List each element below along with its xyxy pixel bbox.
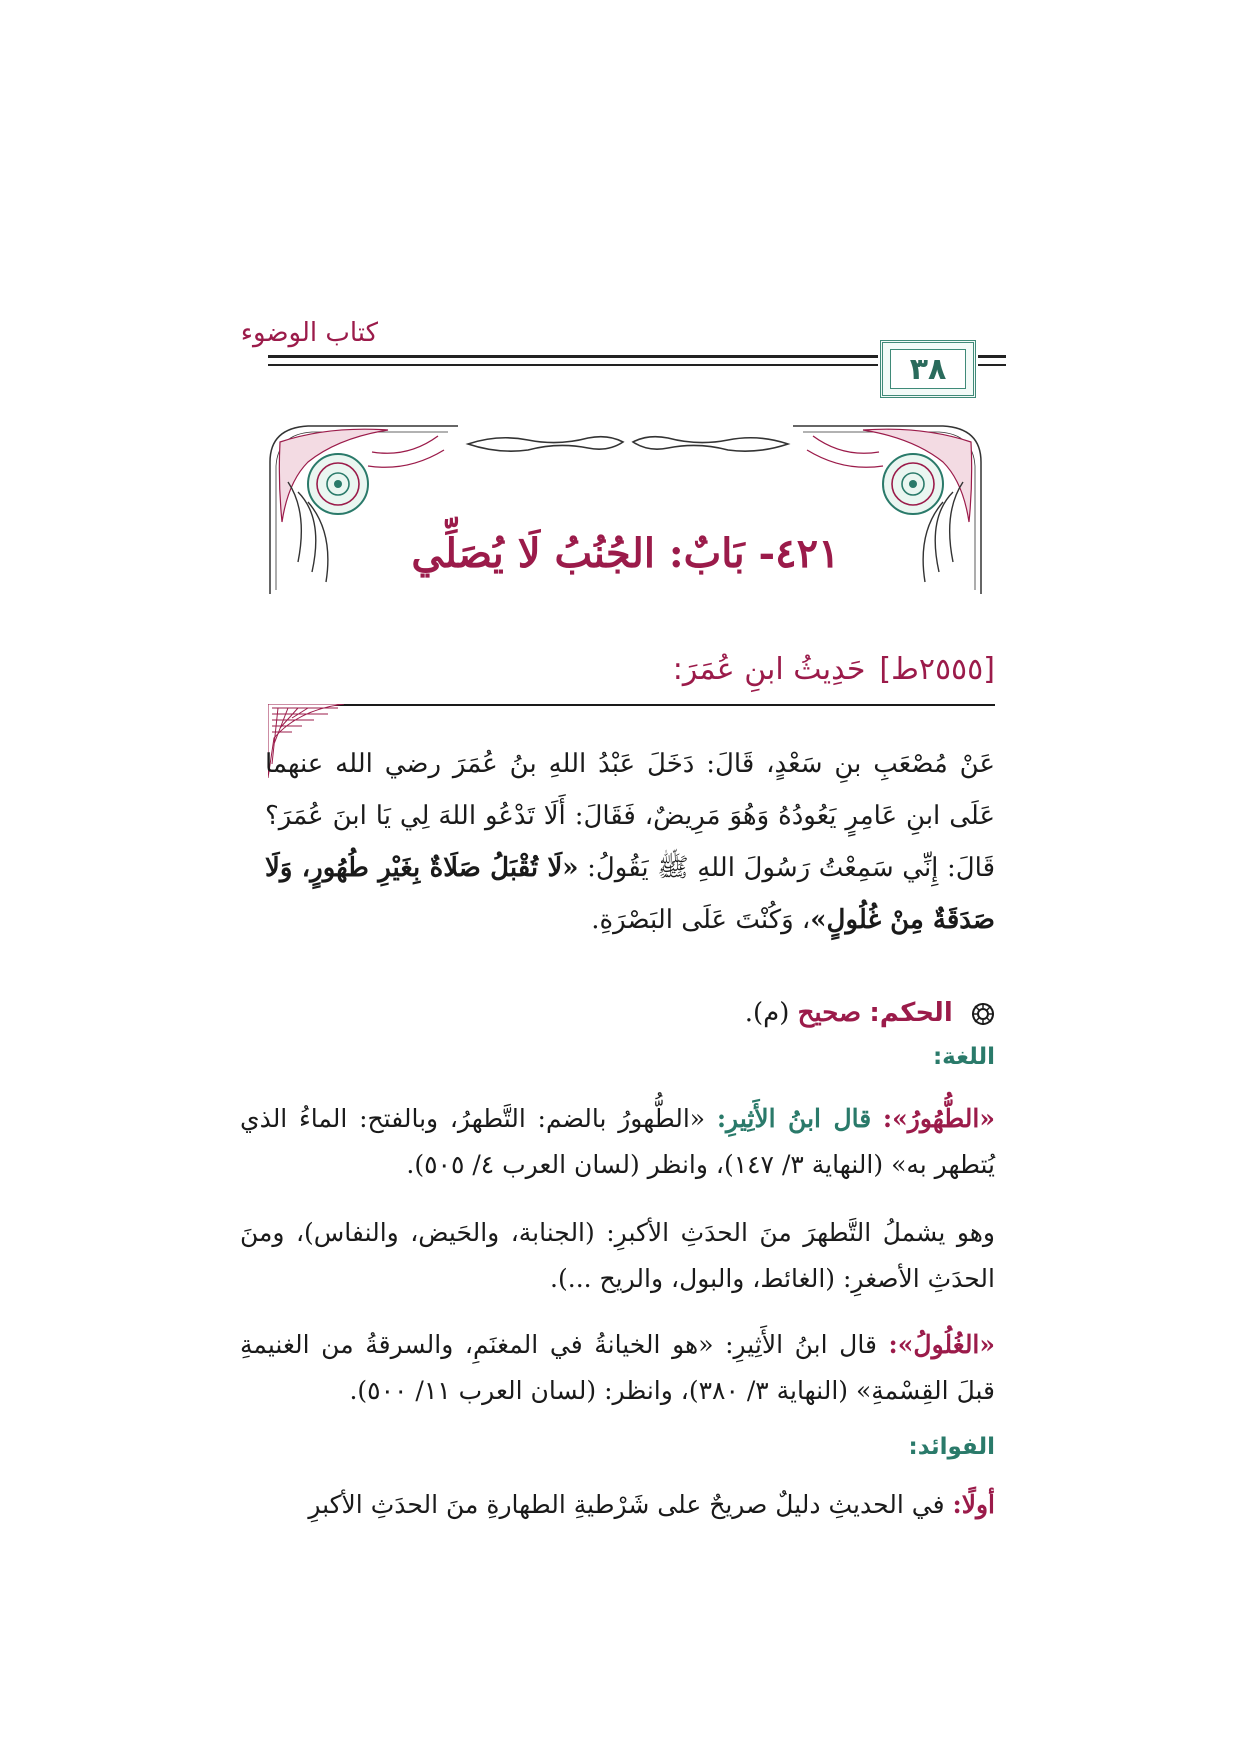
language-paragraph-2 — [240, 1210, 995, 1302]
chapter-title: ٤٢١- بَابٌ: الجُنُبُ لَا يُصَلِّي — [411, 530, 840, 577]
term-ghulul: «الغُلُولُ»: — [888, 1330, 996, 1359]
hadith-text-end: ، وَكُنْتَ عَلَى البَصْرَةِ. — [591, 905, 811, 935]
header-rule-right-bottom — [978, 364, 1006, 366]
top-scroll-ornament-right — [633, 437, 788, 451]
hadith-heading-rule — [268, 704, 995, 706]
ruling-label: الحكم: — [869, 998, 953, 1028]
top-scroll-ornament-left — [468, 437, 623, 451]
language-paragraph-2-text: وهو يشملُ التَّطهرَ منَ الحدَثِ الأكبرِ: (الجنابة، والحَيض، والنفاس)، ومنَ الحدَثِ الأصغرِ: (الغائط، والبول، والريح ...). — [240, 1218, 995, 1293]
hadith-text-intro: عَنْ مُصْعَبِ بنِ سَعْدٍ، قَالَ: دَخَلَ عَبْدُ اللهِ بنُ عُمَرَ رضي الله عنهما عَلَى ابنِ عَامِرٍ يَعُودُهُ وَهُوَ مَرِيضٌ، فَقَالَ: أَلَا تَدْعُو اللهَ لِي يَا ابنَ عُمَرَ؟ قَالَ: إِنِّي سَمِعْتُ رَسُولَ اللهِ ﷺ يَقُولُ: — [265, 749, 996, 883]
header-rule-bottom — [268, 364, 878, 366]
hadith-text-quote: «لَا تُقْبَلُ صَلَاةٌ بِغَيْرِ طُهُورٍ، وَلَا صَدَقَةٌ مِنْ غُلُولٍ» — [265, 853, 995, 935]
book-title: كتاب الوضوء — [240, 318, 378, 348]
language-paragraph-1 — [240, 1096, 995, 1188]
language-paragraph-3 — [240, 1322, 995, 1414]
language-section-title: اللغة: — [932, 1044, 995, 1070]
header-rule-top — [268, 355, 878, 358]
header-rule-right-top — [978, 355, 1006, 358]
language-paragraph-1-text: «الطُّهورُ بالضم: التَّطهرُ، وبالفتح: الماءُ الذي يُتطهر به» (النهاية ٣/ ١٤٧)، وانظر (لسان العرب ٤/ ٥٠٥). — [240, 1104, 995, 1179]
benefits-first — [240, 1482, 995, 1528]
hadith-heading — [673, 652, 995, 687]
benefits-section-title: الفوائد: — [908, 1434, 995, 1460]
ornamental-flower-icon — [971, 1002, 995, 1026]
hadith-text — [265, 738, 995, 946]
hadith-title: حَدِيثُ ابنِ عُمَرَ: — [672, 652, 866, 687]
ruling-value: صحيح — [797, 998, 862, 1028]
benefit-first-label: أولًا: — [952, 1490, 995, 1519]
term-tahur: «الطُّهُورُ»: — [882, 1104, 995, 1133]
language-paragraph-3-text: قال ابنُ الأَثِيرِ: «هو الخيانةُ في المغنَمِ، والسرقةُ من الغنيمةِ قبلَ القِسْمةِ» (النهاية ٣/ ٣٨٠)، وانظر: (لسان العرب ١١/ ٥٠٠). — [240, 1330, 995, 1405]
benefit-first-text: في الحديثِ دليلٌ صريحٌ على شَرْطيةِ الطهارةِ منَ الحدَثِ الأكبرِ — [308, 1490, 945, 1519]
page-number-badge — [880, 340, 976, 398]
qualifier-ibn-athir: قال ابنُ الأَثِيرِ: — [716, 1104, 872, 1133]
page-number: ٣٨ — [909, 351, 947, 387]
ruling-line — [745, 998, 995, 1028]
ruling-source: (م). — [744, 998, 790, 1028]
hadith-number: [٢٥٥٥ط] — [879, 652, 995, 687]
